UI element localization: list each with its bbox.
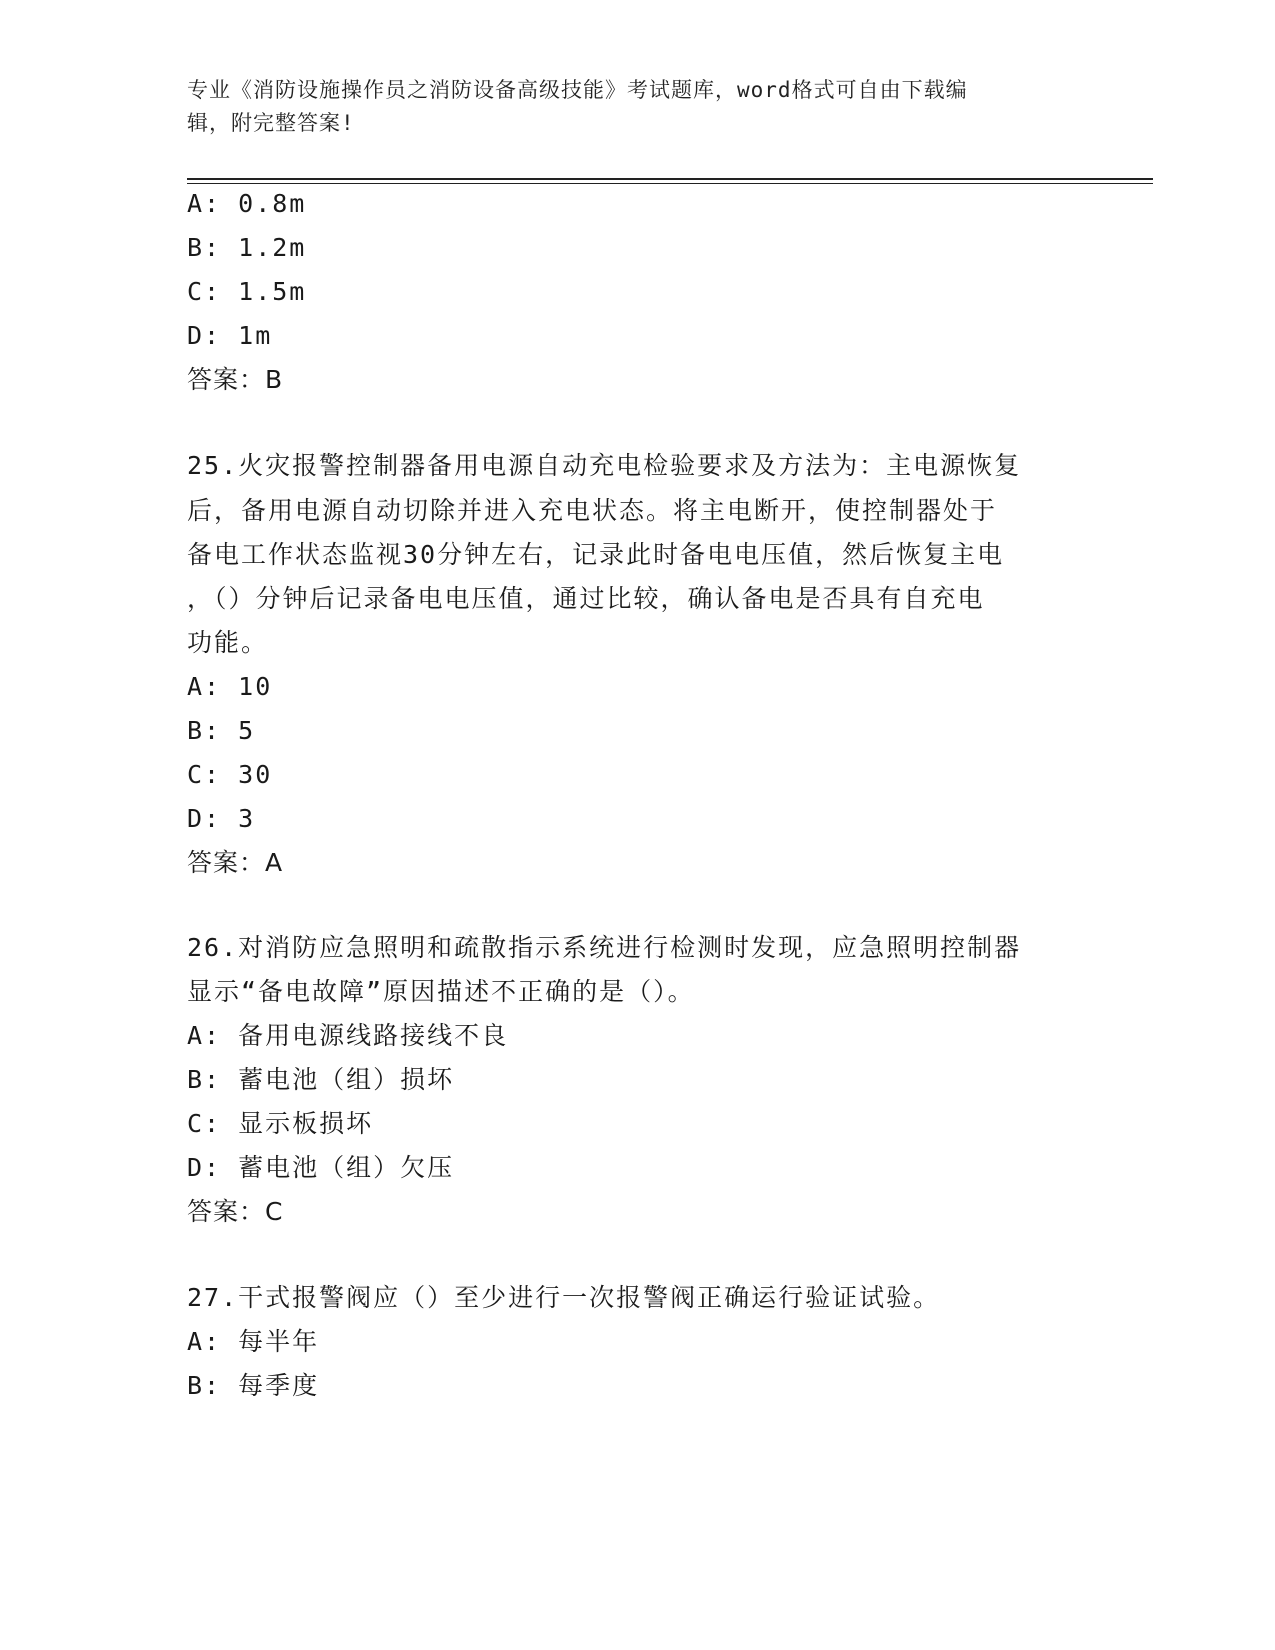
q25-option-d: D: 3 <box>187 804 256 833</box>
q26-answer: 答案：C <box>187 1197 284 1226</box>
q27-option-a: A: 每半年 <box>187 1327 320 1356</box>
q25-option-c: C: 30 <box>187 760 273 789</box>
q25-option-b: B: 5 <box>187 716 256 745</box>
document-header <box>187 74 1067 140</box>
prev-option-c: C: 1.5m <box>187 277 307 306</box>
q25-option-a: A: 10 <box>187 672 273 701</box>
prev-option-a: A: 0.8m <box>187 189 307 218</box>
q25-text-line-2: 后，备用电源自动切除并进入充电状态。将主电断开，使控制器处于 <box>187 496 998 525</box>
prev-option-d: D: 1m <box>187 321 273 350</box>
prev-option-b: B: 1.2m <box>187 233 307 262</box>
q26-option-b: B: 蓄电池（组）损坏 <box>187 1065 455 1094</box>
q25-text-line-1: 25.火灾报警控制器备用电源自动充电检验要求及方法为：主电源恢复 <box>187 451 1022 480</box>
q27-text-line-1: 27.干式报警阀应（）至少进行一次报警阀正确运行验证试验。 <box>187 1283 941 1312</box>
q26-option-c: C: 显示板损坏 <box>187 1109 374 1138</box>
header-line-1: 专业《消防设施操作员之消防设备高级技能》考试题库，word格式可自由下载编 <box>187 78 968 102</box>
header-divider-thick <box>187 178 1153 180</box>
q25-answer: 答案：A <box>187 848 284 877</box>
prev-answer: 答案：B <box>187 365 284 394</box>
q25-text-line-3: 备电工作状态监视30分钟左右，记录此时备电电压值，然后恢复主电 <box>187 540 1005 569</box>
q25-text-line-4: ，（）分钟后记录备电电压值，通过比较，确认备电是否具有自充电 <box>187 584 985 613</box>
q26-text-line-2: 显示“备电故障”原因描述不正确的是（）。 <box>187 977 695 1006</box>
q26-text-line-1: 26.对消防应急照明和疏散指示系统进行检测时发现，应急照明控制器 <box>187 933 1022 962</box>
q26-option-a: A: 备用电源线路接线不良 <box>187 1021 509 1050</box>
header-line-2: 辑，附完整答案! <box>187 111 355 135</box>
q26-option-d: D: 蓄电池（组）欠压 <box>187 1153 455 1182</box>
q27-option-b: B: 每季度 <box>187 1371 320 1400</box>
header-divider-thin <box>187 183 1153 184</box>
q25-text-line-5: 功能。 <box>187 628 269 657</box>
